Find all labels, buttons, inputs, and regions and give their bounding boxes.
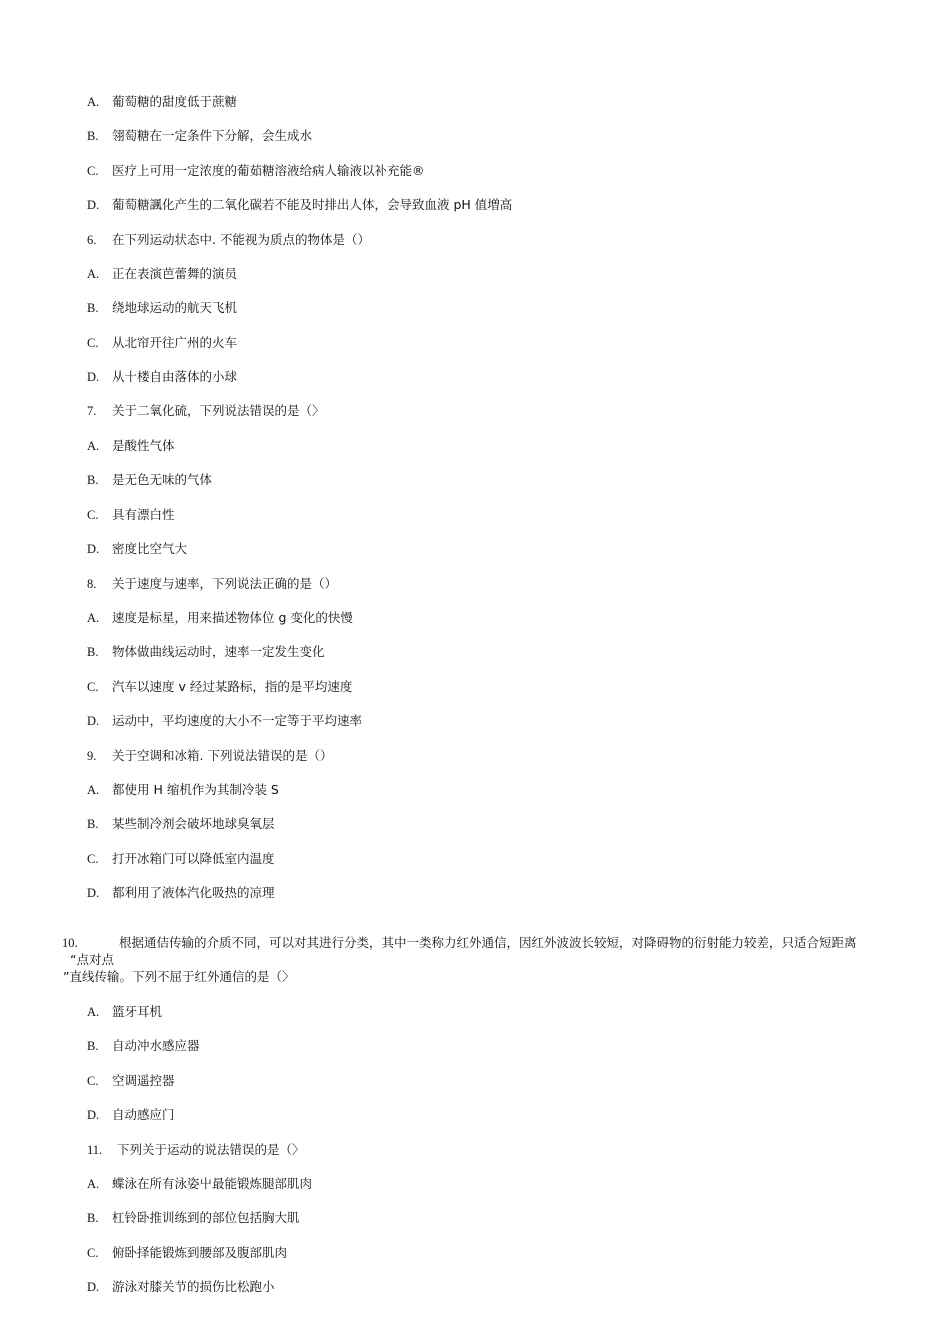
question-10-continuation: ”直线传输。下列不屈于红外通信的是（〉 (63, 969, 295, 984)
option-marker: D. (87, 198, 100, 212)
option-line (87, 816, 275, 832)
option-line (87, 1038, 200, 1054)
option-text: 从北帘开往广州的火车 (112, 335, 238, 350)
option-marker: C. (87, 508, 99, 522)
option-text: 速度是标星，用来描述物体位 g 变化的快慢 (112, 610, 353, 625)
question-number: 7. (87, 404, 97, 418)
option-text: 篮牙耳机 (112, 1004, 163, 1019)
option-line (87, 1107, 175, 1123)
question-line (87, 748, 332, 764)
option-text: 物体做曲线运动时，速率一定发生变化 (112, 644, 325, 659)
option-marker: D. (87, 542, 100, 556)
option-marker: A. (87, 95, 100, 109)
option-marker: B. (87, 129, 99, 143)
option-line (87, 507, 175, 523)
option-text: 医疗上可用一定浓度的葡茹糖溶液给病人输液以补充能® (112, 163, 425, 178)
option-marker: A. (87, 267, 100, 281)
option-line (87, 679, 352, 695)
question-number: 9. (87, 749, 97, 763)
question-number: 8. (87, 577, 97, 591)
option-line (87, 128, 312, 144)
option-text: 空调遥控器 (112, 1073, 175, 1088)
question-text: 关于空调和冰箱. 下列说法错误的是（） (112, 748, 333, 763)
option-text: 是酸性气体 (112, 438, 175, 453)
question-number: 6. (87, 233, 97, 247)
option-marker: C. (87, 852, 99, 866)
question-10-continuation: “点对点 (70, 952, 114, 967)
question-text: 在下列运动状态中. 不能视为质点的物体是（） (112, 232, 370, 247)
option-text: 杠铃卧推训练到的部位包括胸大肌 (112, 1210, 300, 1225)
option-text: 正在表演芭蕾舞的演员 (112, 266, 238, 281)
option-line (87, 94, 237, 110)
question-number: 10. (62, 936, 78, 950)
option-marker: D. (87, 1108, 100, 1122)
option-line (87, 300, 237, 316)
option-line (87, 335, 237, 351)
option-line (87, 1073, 175, 1089)
option-marker: C. (87, 680, 99, 694)
option-text: 绕地球运动的航天飞机 (112, 300, 238, 315)
option-line (87, 541, 187, 557)
question-text: 根据通佶传输的介质不同，可以对其进行分类，其中一类称力红外通信，因红外波波长较短，对降碍物的衍射能力较差，只适合短距离 (119, 935, 857, 950)
option-marker: C. (87, 1074, 99, 1088)
option-text: 都使用 H 缩机作为其制冷装 S (112, 782, 279, 797)
option-marker: B. (87, 817, 99, 831)
option-marker: A. (87, 783, 100, 797)
option-line (87, 1210, 300, 1226)
option-line (87, 782, 279, 798)
option-text: 具有漂白性 (112, 507, 175, 522)
option-text: 翎萄糖在一定条件下分解，会生成水 (112, 128, 313, 143)
option-text: 汽车以速度 v 经过某路标，指的是平均速度 (112, 679, 353, 694)
option-line (87, 1176, 312, 1192)
option-line (87, 1004, 162, 1020)
option-text: 运动中，平均速度的大小不一定等于平均速率 (112, 713, 363, 728)
option-text: 蝶泳在所有泳姿屮最能锻炼腿部肌肉 (112, 1176, 313, 1191)
question-text: 关于速度与速率，下列说法正确的是（） (112, 576, 338, 591)
option-line (87, 1245, 287, 1261)
option-marker: D. (87, 1280, 100, 1294)
option-marker: A. (87, 439, 100, 453)
option-text: 葡萄糖的甜度低于蔗糖 (112, 94, 238, 109)
option-marker: B. (87, 645, 99, 659)
option-line (87, 885, 275, 901)
option-marker: B. (87, 473, 99, 487)
question-number: 11. (87, 1143, 103, 1157)
option-marker: D. (87, 370, 100, 384)
option-text: 从十楼自由落体的小球 (112, 369, 238, 384)
question-text: 下列关于运动的说法错误的是（〉 (117, 1142, 305, 1157)
option-text: 打开冰箱门可以降低室内温度 (112, 851, 275, 866)
option-line (87, 197, 512, 213)
option-marker: B. (87, 1211, 99, 1225)
option-line (87, 163, 425, 179)
question-line (87, 403, 325, 419)
question-line (87, 232, 370, 248)
option-line (87, 266, 237, 282)
option-marker: C. (87, 336, 99, 350)
option-line (87, 713, 362, 729)
option-text: 都利用了液体汽化吸热的凉理 (112, 885, 275, 900)
option-marker: A. (87, 1177, 100, 1191)
question-text: 关于二氧化硫，下列说法错误的是（〉 (112, 403, 325, 418)
option-line (87, 1279, 275, 1295)
option-marker: D. (87, 886, 100, 900)
option-marker: A. (87, 1005, 100, 1019)
option-line (87, 851, 275, 867)
option-line (87, 644, 325, 660)
option-text: 葡萄糖諷化产生的二氧化碳若不能及时排出人体，会导致血液 pH 值増高 (112, 197, 513, 212)
option-line (87, 438, 175, 454)
option-marker: B. (87, 301, 99, 315)
option-text: 是无色无味的气体 (112, 472, 213, 487)
question-line (87, 576, 337, 592)
option-marker: D. (87, 714, 100, 728)
option-marker: A. (87, 611, 100, 625)
option-marker: B. (87, 1039, 99, 1053)
option-line (87, 472, 212, 488)
option-text: 密度比空气大 (112, 541, 188, 556)
option-marker: C. (87, 164, 99, 178)
option-text: 某些制冷剂会破坏地球臭氧层 (112, 816, 275, 831)
question-10-line (62, 935, 857, 951)
option-text: 自动冲水感应器 (112, 1038, 200, 1053)
option-marker: C. (87, 1246, 99, 1260)
option-text: 自动感应门 (112, 1107, 175, 1122)
question-line (87, 1142, 305, 1158)
option-text: 游泳对膝关节的损伤比松跑小 (112, 1279, 275, 1294)
option-line (87, 369, 237, 385)
option-line (87, 610, 353, 626)
option-text: 俯卧择能锻炼到腰部及腹部肌肉 (112, 1245, 288, 1260)
